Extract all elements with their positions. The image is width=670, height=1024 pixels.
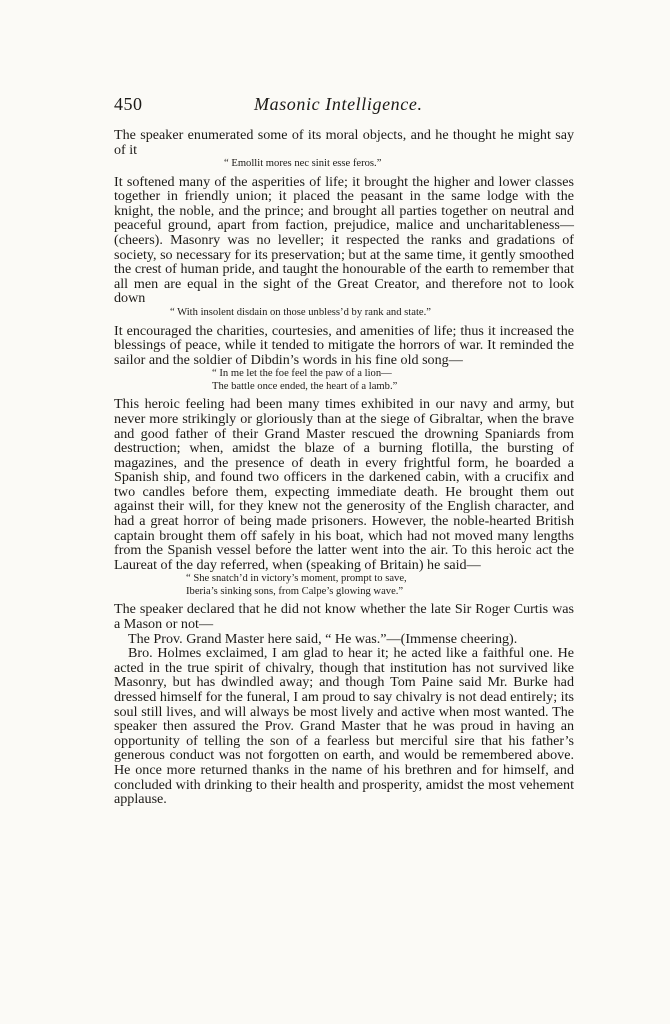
quote-3 [114, 368, 574, 393]
quote-3-line-1: “ In me let the foe feel the paw of a lion— [212, 368, 392, 380]
paragraph-1: The speaker enumerated some of its moral objects, and he thought he might say of it [114, 127, 574, 158]
running-title: Masonic Intelligence. [254, 94, 423, 114]
quote-1 [114, 158, 574, 171]
paragraph-7: Bro. Holmes exclaimed, I am glad to hear it; he acted like a faithful one. He acted in the true spirit of chivalry, though that institution has not survived like Masonry, but has dwindled away; and though Tom Paine said Mr. Burke had dressed himself for the funeral, I am proud to say chivalry is not dead entirely; its soul still lives, and will always be most lively and active when most wanted. The speaker then assured the Prov. Grand Master that he was proud in having an opportunity of telling the son of a fearless but merciful sire that his father’s generous conduct was not forgotten on earth, and would be remembered above. He once more returned thanks in the name of his brethren and for himself, and concluded with drinking to their health and prosperity, amidst the most vehement applause. [114, 645, 574, 808]
page-header [114, 94, 574, 120]
paragraph-4: This heroic feeling had been many times exhibited in our navy and army, but never more strikingly or gloriously than at the siege of Gibraltar, when the brave and good father of their Grand Master rescued the drowning Spaniards from destruction; when, amidst the blaze of a burning flotilla, the bursting of magazines, and the presence of death in every frightful form, he boarded a Spanish ship, and found two officers in the darkened cabin, with a crucifix and two candles before them, expecting immediate death. He brought them out against their will, for they knew not the generosity of the English character, and had a great horror of being made prisoners. However, the noble-hearted British captain brought them off safely in his boat, which had not moved many lengths from the Spanish vessel before the latter went into the air. To this heroic act the Laureat of the day referred, when (speaking of Britain) he said— [114, 396, 574, 573]
paragraph-6: The Prov. Grand Master here said, “ He was.”—(Immense cheering). [128, 630, 518, 647]
paragraph-2: It softened many of the asperities of life; it brought the higher and lower classes together in friendly union; it placed the peasant in the same lodge with the knight, the noble, and the prince; and brought all parties together on neutral and peaceful ground, apart from faction, prejudice, malice and uncharitableness—(cheers). Masonry was no leveller; it respected the ranks and gradations of society, so necessary for its preservation; but at the same time, it gently smoothed the crest of human pride, and taught the honourable of the earth to remember that all men are equal in the sight of the Great Creator, and therefore not to look down [114, 173, 574, 307]
quote-4-line-2: Iberia’s sinking sons, from Calpe’s glowing wave.” [186, 585, 404, 597]
page-number: 450 [114, 94, 143, 114]
quote-3-line-2: The battle once ended, the heart of a lamb.” [212, 380, 398, 392]
paragraph-3: It encouraged the charities, courtesies, and amenities of life; thus it increased the blessings of peace, while it tended to mitigate the horrors of war. It reminded the sailor and the soldier of Dibdin’s words in his fine old song— [114, 322, 574, 368]
quote-1-line: “ Emollit mores nec sinit esse feros.” [224, 158, 382, 170]
quote-4-line-1: “ She snatch’d in victory’s moment, prompt to save, [186, 573, 407, 585]
quote-2-line: “ With insolent disdain on those unbless’d by rank and state.” [170, 307, 431, 319]
paragraph-5: The speaker declared that he did not know whether the late Sir Roger Curtis was a Mason or not— [114, 601, 574, 633]
quote-4 [114, 573, 574, 598]
book-page [114, 94, 574, 807]
quote-2 [114, 307, 574, 320]
